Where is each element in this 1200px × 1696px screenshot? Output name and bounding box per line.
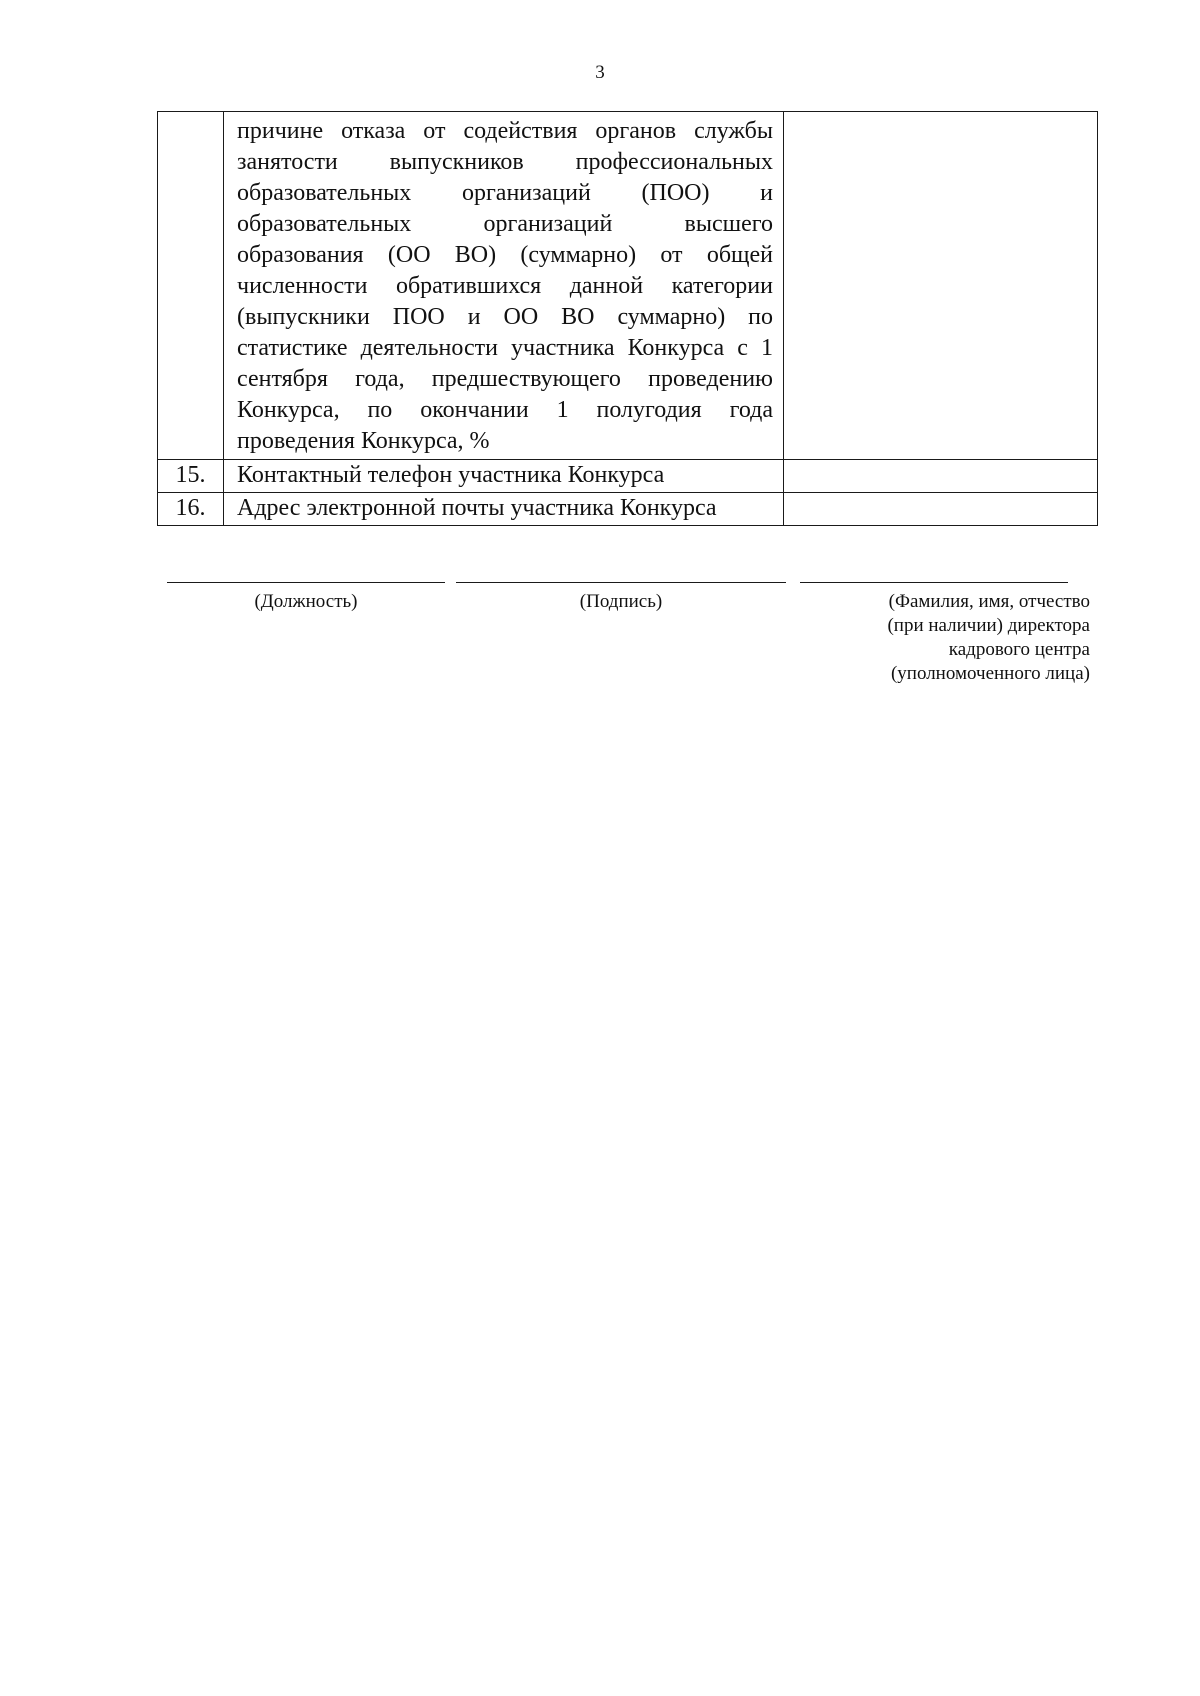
table-row — [158, 493, 1098, 526]
name-caption — [780, 590, 1090, 686]
signature-caption: (Подпись) — [579, 591, 663, 612]
row-number-cell: 15. — [158, 460, 224, 493]
row-description-cell: причине отказа от содействия органов службы занятости выпускников профессиональных образовательных организаций (ПОО) и образовательных организаций высшего образования (ОО ВО) (суммарно) от общей численности обратившихся данной категории (выпускники ПОО и ОО ВО суммарно) по статистике деятельности участника Конкурса с 1 сентября года, предшествующего проведению Конкурса, по окончании 1 полугодия года проведения Конкурса, % — [224, 112, 784, 460]
name-line[interactable] — [800, 582, 1068, 583]
signature-block — [0, 582, 1200, 702]
row-number-cell — [158, 112, 224, 460]
page-number: 3 — [595, 62, 605, 83]
table-row — [158, 112, 1098, 460]
row-value-cell[interactable] — [784, 493, 1098, 526]
row-value-cell[interactable] — [784, 112, 1098, 460]
name-caption-line: кадрового центра — [948, 639, 1090, 660]
name-caption-line: (при наличии) директора — [887, 615, 1090, 636]
name-caption-line: (Фамилия, имя, отчество — [888, 591, 1090, 612]
name-caption-line: (уполномоченного лица) — [890, 663, 1090, 684]
row-number-cell: 16. — [158, 493, 224, 526]
row-description-cell: Адрес электронной почты участника Конкурса — [224, 493, 784, 526]
position-line[interactable] — [167, 582, 445, 583]
row-description-cell: Контактный телефон участника Конкурса — [224, 460, 784, 493]
criteria-table — [157, 111, 1098, 526]
table-row — [158, 460, 1098, 493]
position-caption: (Должность) — [254, 591, 358, 612]
row-value-cell[interactable] — [784, 460, 1098, 493]
signature-line[interactable] — [456, 582, 786, 583]
